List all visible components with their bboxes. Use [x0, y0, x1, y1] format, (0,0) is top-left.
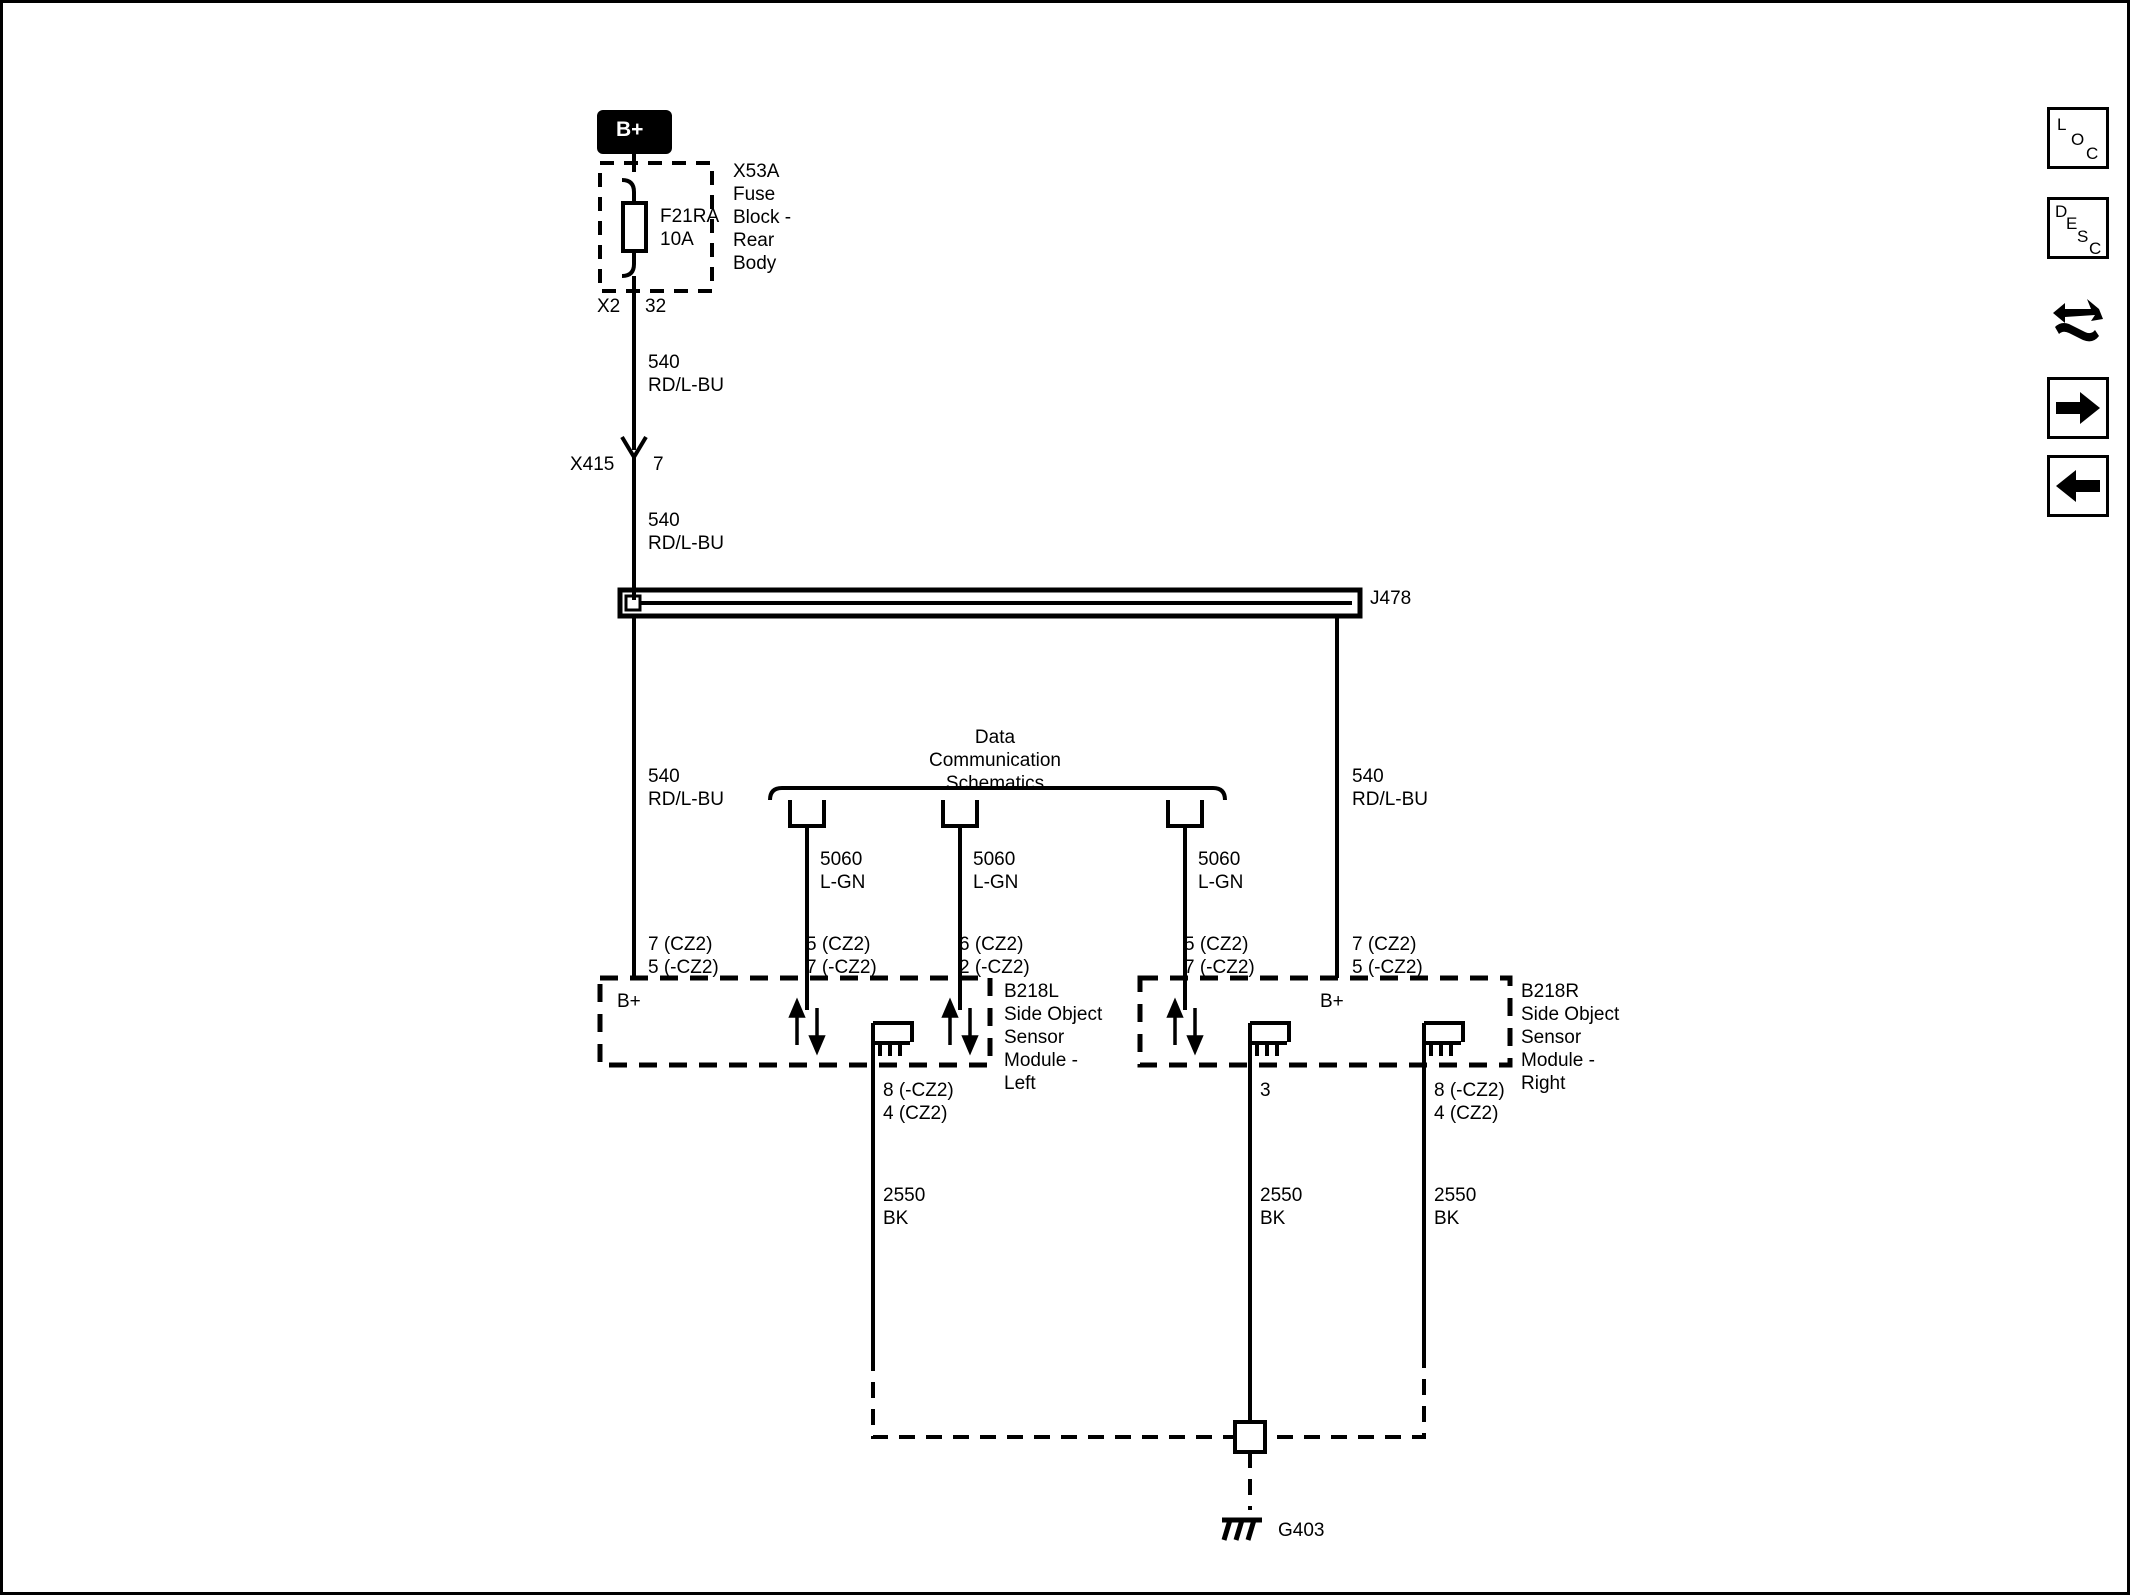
module-left-ground-symbol: [871, 1023, 912, 1056]
wrench-icon: [2047, 287, 2109, 349]
wire-power-right-color: RD/L-BU: [1352, 789, 1429, 810]
previous-button[interactable]: [2047, 455, 2109, 517]
fuse-connector-left: X2: [597, 296, 621, 317]
module-left-name-1: Side Object: [1004, 1004, 1103, 1025]
wire-ground2-number: 2550: [1260, 1185, 1303, 1206]
desc-letter-s: S: [2077, 227, 2089, 246]
module-right-name-3: Module -: [1521, 1050, 1595, 1071]
module-right-ground-symbol-center: [1248, 1023, 1289, 1056]
module-right-pin-ground-center: 3: [1260, 1080, 1271, 1101]
module-left-pin-data1-b: 7 (-CZ2): [806, 957, 877, 978]
fuse-symbol: [623, 203, 646, 251]
module-right-pin-data1-b: 7 (-CZ2): [1184, 957, 1255, 978]
module-right-pin-data1-a: 5 (CZ2): [1184, 934, 1249, 955]
wire-data1-color: L-GN: [820, 872, 866, 893]
module-left-pin-power-b: 5 (-CZ2): [648, 957, 719, 978]
ground-point-label: G403: [1278, 1520, 1325, 1541]
wire-power-left-number: 540: [648, 766, 680, 787]
wire-data3-color: L-GN: [1198, 872, 1244, 893]
connector-x415-pin: 7: [653, 454, 664, 475]
data-connector-3: [1168, 800, 1202, 826]
module-right-pin-ground-a: 8 (-CZ2): [1434, 1080, 1505, 1101]
module-left-name-3: Module -: [1004, 1050, 1078, 1071]
locate-letter-c: C: [2086, 144, 2099, 163]
wire-power-right-number: 540: [1352, 766, 1384, 787]
module-right-pin-ground-b: 4 (CZ2): [1434, 1103, 1499, 1124]
desc-letter-d: D: [2055, 202, 2068, 221]
wire-data3-number: 5060: [1198, 849, 1241, 870]
module-left-pin-ground-a: 8 (-CZ2): [883, 1080, 954, 1101]
wire-ground2-color: BK: [1260, 1208, 1286, 1229]
module-left-pin-data2-b: 2 (-CZ2): [959, 957, 1030, 978]
module-left-outline: [600, 978, 990, 1065]
fuse-block-name-4: Body: [733, 253, 777, 274]
fuse-connector-pin: 32: [645, 296, 667, 317]
wire-power1-number: 540: [648, 352, 680, 373]
module-right-ground-symbol-right: [1422, 1023, 1463, 1056]
fuse-rating-label: 10A: [660, 229, 694, 250]
next-button[interactable]: [2047, 377, 2109, 439]
arrow-left-icon: [2050, 458, 2106, 514]
data-connector-1: [790, 800, 824, 826]
module-right-pin-power-a: 7 (CZ2): [1352, 934, 1417, 955]
desc-letter-c: C: [2089, 239, 2102, 258]
description-button[interactable]: [2047, 197, 2109, 259]
wire-ground3-number: 2550: [1434, 1185, 1477, 1206]
wire-power1-color: RD/L-BU: [648, 375, 725, 396]
locate-button[interactable]: [2047, 107, 2109, 169]
data-connector-2: [943, 800, 977, 826]
module-left-name-4: Left: [1004, 1073, 1036, 1094]
module-right-name-2: Sensor: [1521, 1027, 1582, 1048]
desc-letter-e: E: [2066, 214, 2078, 233]
module-left-pin-data2-a: 6 (CZ2): [959, 934, 1024, 955]
module-left-id: B218L: [1004, 981, 1059, 1002]
wire-ground1-number: 2550: [883, 1185, 926, 1206]
fuse-block-name-1: Fuse: [733, 184, 776, 205]
module-left-pin-power-a: 7 (CZ2): [648, 934, 713, 955]
wire-power2-number: 540: [648, 510, 680, 531]
data-comm-label-1: Data: [974, 727, 1016, 748]
module-left-bplus-label: B+: [617, 991, 641, 1012]
wire-data2-number: 5060: [973, 849, 1016, 870]
module-right-id: B218R: [1521, 981, 1580, 1002]
fuse-block-name-2: Block -: [733, 207, 792, 228]
module-left-pin-data1-a: 5 (CZ2): [806, 934, 871, 955]
module-right-name-4: Right: [1521, 1073, 1566, 1094]
module-right-bplus-label: B+: [1320, 991, 1344, 1012]
wire-power-left-color: RD/L-BU: [648, 789, 725, 810]
data-comm-label-2: Communication: [929, 750, 1061, 771]
wire-power2-color: RD/L-BU: [648, 533, 725, 554]
wire-ground1-color: BK: [883, 1208, 909, 1229]
ground-junction-box: [1235, 1422, 1265, 1452]
connector-x415-id: X415: [570, 454, 615, 475]
locate-letter-o: O: [2071, 130, 2085, 149]
module-left-name-2: Sensor: [1004, 1027, 1065, 1048]
fuse-block-id: X53A: [733, 161, 780, 182]
wrench-tools-button[interactable]: [2047, 287, 2109, 349]
ground-symbol-g403: [1222, 1520, 1262, 1540]
data-comm-label-3: Schematics: [945, 773, 1045, 794]
wire-data1-number: 5060: [820, 849, 863, 870]
wire-data2-color: L-GN: [973, 872, 1019, 893]
module-right-pin-power-b: 5 (-CZ2): [1352, 957, 1423, 978]
module-right-name-1: Side Object: [1521, 1004, 1620, 1025]
fuse-block-name-3: Rear: [733, 230, 775, 251]
splice-j478-label: J478: [1370, 588, 1412, 609]
bplus-label: B+: [616, 118, 644, 141]
locate-letter-l: L: [2057, 115, 2067, 134]
ground-bus-dashed: [873, 1355, 1424, 1437]
arrow-right-icon: [2050, 380, 2106, 436]
fuse-id-label: F21RA: [660, 206, 720, 227]
wire-ground3-color: BK: [1434, 1208, 1460, 1229]
module-left-pin-ground-b: 4 (CZ2): [883, 1103, 948, 1124]
